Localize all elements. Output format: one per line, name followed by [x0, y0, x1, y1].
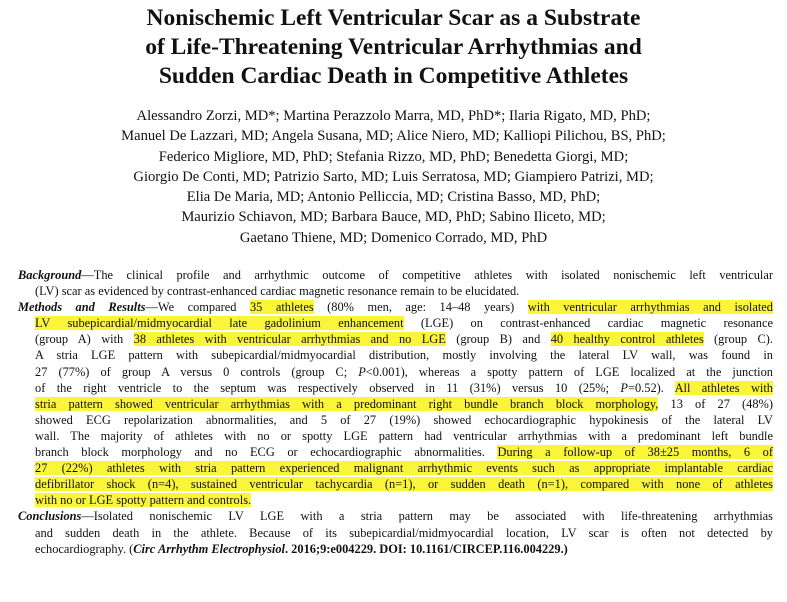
abstract-background [18, 267, 773, 299]
text-run: (group B) and [445, 332, 551, 347]
highlighted-text: with ventricular arrhythmias and isolated [527, 300, 773, 315]
abstract-line [18, 541, 773, 557]
section-label: Conclusions [18, 509, 82, 524]
author-line: Maurizio Schiavon, MD; Barbara Bauce, MD, PhD; Sabino Iliceto, MD; [181, 209, 606, 226]
abstract-line [18, 476, 773, 492]
italic-p: P [358, 364, 366, 379]
abstract-line [18, 508, 773, 524]
title-line: Nonischemic Left Ventricular Scar as a Substrate [146, 5, 641, 31]
abstract [18, 267, 773, 557]
section-dash: — [81, 268, 94, 282]
abstract-line [18, 444, 773, 460]
author-line: Elia De Maria, MD; Antonio Pelliccia, MD; Cristina Basso, MD, PhD; [186, 189, 601, 206]
abstract-line [18, 315, 773, 331]
highlighted-text: with no or LGE spotty pattern and controls. [35, 493, 252, 508]
highlighted-text: 40 healthy control athletes [550, 332, 704, 347]
article-title [10, 4, 777, 91]
abstract-line: A stria LGE pattern with subepicardial/midmyocardial distribution, mostly involving the lateral LV wall, was found in [35, 348, 773, 363]
abstract-line [18, 267, 773, 283]
highlighted-text: 38 athletes with ventricular arrhythmias and no LGE [133, 332, 446, 347]
text-run: The clinical profile and arrhythmic outcome of competitive athletes with isolated nonischemic left ventricular [93, 268, 773, 282]
text-run: We compared [157, 300, 250, 315]
text-run: echocardiography. ( [35, 541, 134, 556]
abstract-line [18, 331, 773, 347]
author-line: Gaetano Thiene, MD; Domenico Corrado, MD, PhD [239, 229, 548, 246]
text-run: 13 of 27 (48%) [658, 396, 773, 411]
abstract-line: and sudden death in the athlete. Because of its subepicardial/midmyocardial location, LV scar is often not detected by [35, 525, 773, 540]
title-line: of Life-Threatening Ventricular Arrhythmias and [145, 34, 642, 60]
text-run: of the right ventricle to the septum was respectively observed in 11 (31%) versus 10 (25%; [35, 380, 621, 395]
abstract-line: (LV) scar as evidenced by contrast-enhanced cardiac magnetic resonance remain to be elucidated. [35, 284, 520, 299]
section-label: Background [18, 268, 82, 282]
abstract-line [18, 299, 773, 315]
highlighted-text: During a follow-up of 38±25 months, 6 of [497, 445, 773, 460]
abstract-line [18, 492, 773, 508]
highlighted-text: 27 (22%) athletes with stria pattern experienced malignant arrhythmic events such as appropriate implantable cardiac [35, 461, 773, 476]
text-run: (LGE) on contrast-enhanced cardiac magnetic resonance [403, 316, 773, 331]
text-run: (group C). [703, 332, 773, 347]
abstract-line: showed ECG repolarization abnormalities, and 5 of 27 (19%) showed echocardiographic hypokinesis of the lateral LV [35, 412, 773, 427]
italic-p: P [620, 380, 628, 395]
text-run: (group A) with [35, 332, 134, 347]
citation: . 2016;9:e004229. DOI: 10.1161/CIRCEP.116.004229.) [284, 541, 568, 556]
text-run: branch block morphology and no ECG or echocardiographic abnormalities. [35, 445, 498, 460]
highlighted-text: LV subepicardial/midmyocardial late gadolinium enhancement [35, 316, 404, 331]
text-run: <0.001), whereas a spotty pattern of LGE localized at the junction [365, 364, 773, 379]
author-line: Federico Migliore, MD, PhD; Stefania Rizzo, MD, PhD; Benedetta Giorgi, MD; [158, 148, 629, 165]
abstract-line [18, 364, 773, 380]
text-run: (80% men, age: 14–48 years) [313, 300, 528, 315]
text-run: Isolated nonischemic LV LGE with a stria pattern may be associated with life-threatening arrhythmias [93, 509, 773, 524]
abstract-conclusions [18, 508, 773, 556]
section-label: Methods and Results [18, 300, 146, 315]
abstract-methods-results [18, 299, 773, 508]
journal-name: Circ Arrhythm Electrophysiol [133, 541, 285, 556]
author-line: Alessandro Zorzi, MD*; Martina Perazzolo Marra, MD, PhD*; Ilaria Rigato, MD, PhD; [136, 108, 651, 124]
author-list [10, 106, 777, 248]
title-line: Sudden Cardiac Death in Competitive Athletes [158, 63, 629, 89]
section-dash: — [81, 509, 94, 524]
author-line: Manuel De Lazzari, MD; Angela Susana, MD; Alice Niero, MD; Kalliopi Pilichou, BS, PhD; [121, 128, 666, 145]
abstract-line [18, 460, 773, 476]
author-line: Giorgio De Conti, MD; Patrizio Sarto, MD; Luis Serratosa, MD; Giampiero Patrizi, MD; [133, 168, 654, 185]
highlighted-text: stria pattern showed ventricular arrhythmias with a predominant right bundle branch block morphology, [35, 396, 659, 411]
abstract-line [18, 380, 773, 396]
abstract-line: wall. The majority of athletes with no or spotty LGE pattern had ventricular arrhythmias with a predominant left bundle [35, 428, 773, 443]
highlighted-text: 35 athletes [249, 300, 314, 315]
highlighted-text: defibrillator shock (n=4), sustained ventricular tachycardia (n=1), or sudden death (n=1), compared with none of athletes [35, 477, 773, 492]
text-run: =0.52). [627, 380, 675, 395]
abstract-line [18, 396, 773, 412]
highlighted-text: All athletes with [674, 380, 774, 395]
text-run: 27 (77%) of group A versus 0 controls (group C; [35, 364, 359, 379]
section-dash: — [145, 300, 158, 315]
